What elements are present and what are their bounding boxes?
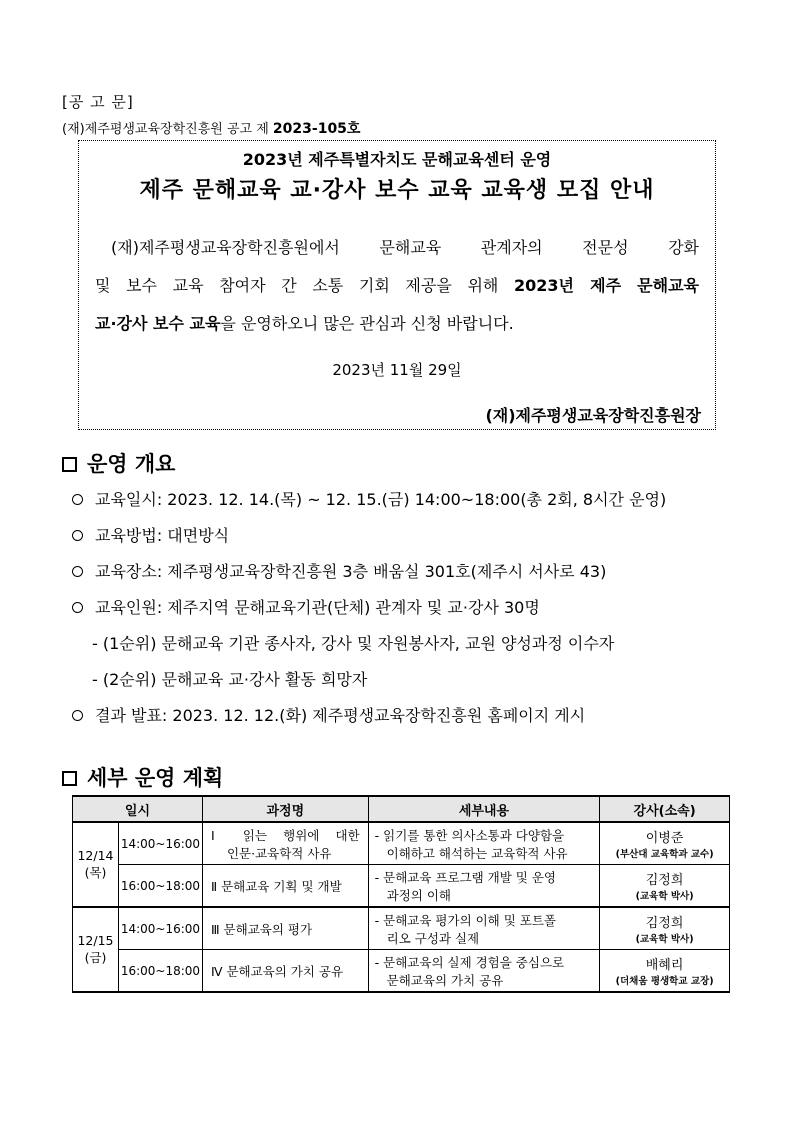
circle-bullet-icon xyxy=(72,566,83,577)
overview-item xyxy=(72,559,606,582)
course-cell xyxy=(202,950,368,993)
detail-line: 리오 구성과 실제 xyxy=(386,930,480,946)
instructor-cell xyxy=(600,907,730,950)
notice-date: 2023년 11월 29일 xyxy=(332,361,462,379)
course-cell xyxy=(202,865,368,908)
plan-heading xyxy=(62,762,223,792)
course-cell xyxy=(202,822,368,865)
notice-label: [공 고 문] xyxy=(62,93,134,111)
overview-item xyxy=(72,595,540,618)
detail-line: 이해하고 해석하는 교육학적 사유 xyxy=(386,845,568,861)
overview-item xyxy=(72,487,666,510)
weekday-text: (목) xyxy=(84,865,107,880)
notice-signer: (재)제주평생교육장학진흥원장 xyxy=(485,406,701,425)
notice-body-line-2-bold: 2023년 제주 문해교육 xyxy=(514,276,699,295)
overview-item-text: 교육장소: 제주평생교육장학진흥원 3층 배움실 301호(제주시 서사로 43) xyxy=(95,562,607,581)
detail-cell xyxy=(368,950,600,993)
overview-sub-item: - (1순위) 문해교육 기관 종사자, 강사 및 자원봉사자, 교원 양성과정 이수자 xyxy=(92,634,615,653)
date-text: 12/15 xyxy=(77,933,114,948)
overview-sub-item: - (2순위) 문해교육 교·강사 활동 희망자 xyxy=(92,670,368,689)
course-line: Ⅱ 문해교육 기획 및 개발 xyxy=(210,878,342,894)
course-line: 인문·교육학적 사유 xyxy=(226,845,332,861)
instructor-affiliation: (더채움 평생학교 교장) xyxy=(615,976,714,987)
overview-heading xyxy=(62,448,175,478)
circle-bullet-icon xyxy=(72,602,83,613)
overview-result-text: 결과 발표: 2023. 12. 12.(화) 제주평생교육장학진흥원 홈페이지 게시 xyxy=(95,706,586,725)
course-line: Ⅰ 읽는 행위에 대한 xyxy=(210,827,360,843)
overview-item-text: 교육일시: 2023. 12. 14.(목) ~ 12. 15.(금) 14:00~18:00(총 2회, 8시간 운영) xyxy=(95,490,667,509)
date-text: 12/14 xyxy=(77,848,114,863)
detail-line: 문해교육의 가치 공유 xyxy=(386,972,504,988)
schedule-table xyxy=(72,795,730,993)
course-line: Ⅲ 문해교육의 평가 xyxy=(210,921,313,937)
header-cell-date: 일시 xyxy=(73,796,203,822)
detail-line: - 읽기를 통한 의사소통과 다양함을 xyxy=(374,827,565,843)
overview-item-text: 교육방법: 대면방식 xyxy=(95,526,230,545)
notice-body-line-3 xyxy=(95,311,699,334)
overview-title: 운영 개요 xyxy=(87,452,176,476)
notice-title: 제주 문해교육 교·강사 보수 교육 교육생 모집 안내 xyxy=(139,178,655,203)
circle-bullet-icon xyxy=(72,530,83,541)
notice-number-value: 2023-105호 xyxy=(272,121,361,137)
instructor-name: 이병준 xyxy=(645,831,684,846)
notice-body-line-1: (재)제주평생교육장학진흥원에서 문해교육 관계자의 전문성 강화 xyxy=(111,238,699,257)
overview-item xyxy=(72,523,229,546)
instructor-cell xyxy=(600,822,730,865)
instructor-cell xyxy=(600,950,730,993)
notice-subtitle: 2023년 제주특별자치도 문해교육센터 운영 xyxy=(242,150,552,169)
notice-number-prefix: (재)제주평생교육장학진흥원 공고 제 xyxy=(62,122,273,137)
table-row xyxy=(73,865,730,908)
instructor-affiliation: (부산대 교육학과 교수) xyxy=(615,849,714,860)
detail-cell xyxy=(368,822,600,865)
overview-result xyxy=(72,703,585,726)
instructor-affiliation: (교육학 박사) xyxy=(635,891,694,902)
instructor-cell xyxy=(600,865,730,908)
notice-box xyxy=(78,140,716,430)
schedule-header-row xyxy=(73,796,730,822)
detail-line: - 문해교육의 실제 경험을 중심으로 xyxy=(374,954,565,970)
header-cell-course: 과정명 xyxy=(202,796,368,822)
instructor-name: 김정희 xyxy=(645,916,684,931)
detail-line: 과정의 이해 xyxy=(386,887,452,903)
weekday-text: (금) xyxy=(84,950,107,965)
notice-body-line-2-normal: 및 보수 교육 참여자 간 소통 기회 제공을 위해 xyxy=(95,276,515,295)
notice-number xyxy=(62,118,360,138)
notice-body-line-3-normal: 을 운영하오니 많은 관심과 신청 바랍니다. xyxy=(220,314,514,333)
detail-cell xyxy=(368,907,600,950)
time-cell: 16:00~18:00 xyxy=(118,950,202,993)
notice-body-line-2 xyxy=(95,273,699,296)
course-cell xyxy=(202,907,368,950)
checkbox-square-icon xyxy=(62,771,77,786)
circle-bullet-icon xyxy=(72,494,83,505)
instructor-affiliation: (교육학 박사) xyxy=(635,934,694,945)
instructor-name: 배혜리 xyxy=(645,958,684,973)
checkbox-square-icon xyxy=(62,457,77,472)
course-line: Ⅳ 문해교육의 가치 공유 xyxy=(210,963,344,979)
instructor-name: 김정희 xyxy=(645,873,684,888)
table-row xyxy=(73,907,730,950)
header-cell-detail: 세부내용 xyxy=(368,796,600,822)
notice-body-line-3-bold: 교·강사 보수 교육 xyxy=(95,314,221,333)
table-row xyxy=(73,950,730,993)
plan-title: 세부 운영 계획 xyxy=(87,766,224,790)
time-cell: 16:00~18:00 xyxy=(118,865,202,908)
detail-cell xyxy=(368,865,600,908)
time-cell: 14:00~16:00 xyxy=(118,907,202,950)
date-cell xyxy=(73,822,119,907)
detail-line: - 문해교육 평가의 이해 및 포트폴 xyxy=(374,912,557,928)
header-cell-instructor: 강사(소속) xyxy=(600,796,730,822)
circle-bullet-icon xyxy=(72,710,83,721)
table-row xyxy=(73,822,730,865)
overview-item-text: 교육인원: 제주지역 문해교육기관(단체) 관계자 및 교·강사 30명 xyxy=(95,598,540,617)
detail-line: - 문해교육 프로그램 개발 및 운영 xyxy=(374,869,557,885)
date-cell xyxy=(73,907,119,992)
time-cell: 14:00~16:00 xyxy=(118,822,202,865)
